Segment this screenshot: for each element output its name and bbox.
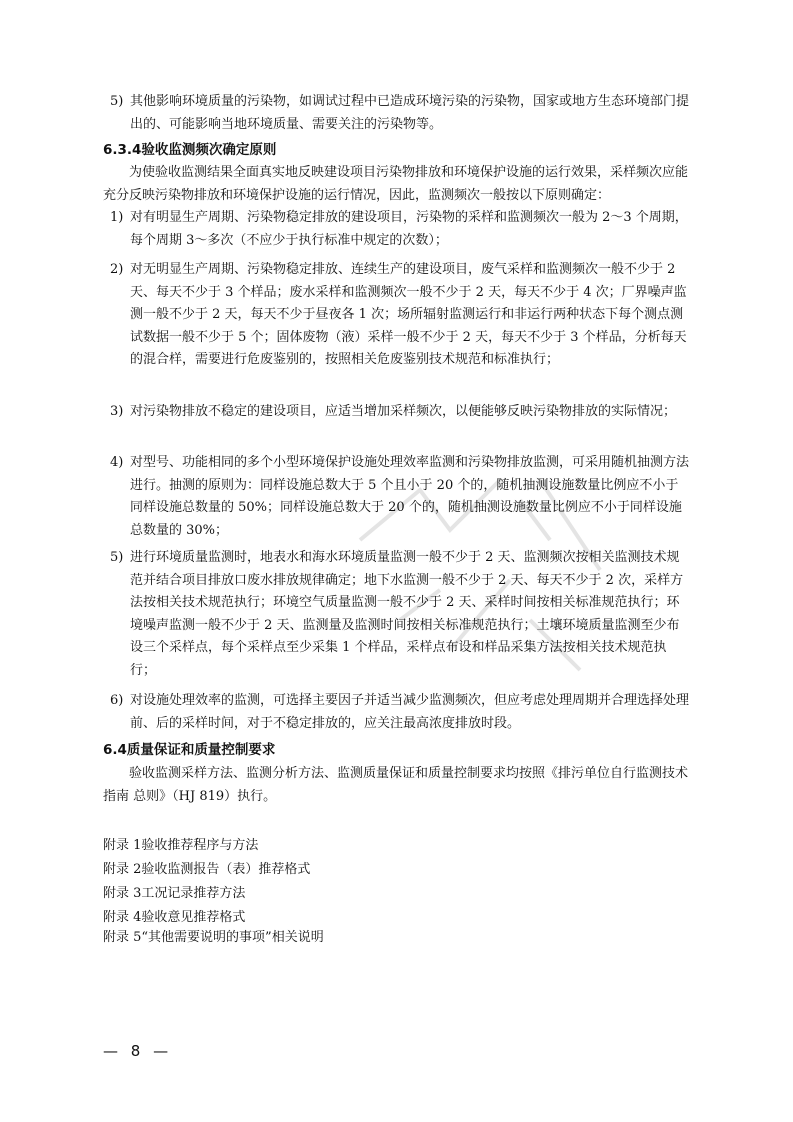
appendix-item: 附录 5“其他需要说明的事项”相关说明 — [103, 930, 324, 945]
item-text: 其他影响环境质量的污染物，如调试过程中已造成环境污染的污染物，国家或地方生态环境部门提出的、可能影响当地环境质量、需要关注的污染物等。 — [130, 94, 690, 132]
section-intro-paragraph: 为使验收监测结果全面真实地反映建设项目污染物排放和环境保护设施的运行效果，采样频次应能充分反映污染物排放和环境保护设施的运行情况，因此，监测频次一般按以下原则确定： — [103, 165, 689, 203]
item-number: 5) — [110, 94, 124, 109]
item-text: 对型号、功能相同的多个小型环境保护设施处理效率监测和污染物排放监测，可采用随机抽测方法进行。抽测的原则为：同样设施总数大于 5 个且小于 20 个的，随机抽测设施数量比例应不小于同样设施总数量的 50%；同样设施总数大于 20 个的，随机抽测设施数量比例应不小于同样设施总数量的 30%； — [130, 455, 690, 538]
item-number: 4) — [110, 455, 124, 470]
list-item — [110, 207, 690, 252]
item-text: 进行环境质量监测时，地表水和海水环境质量监测一般不少于 2 天、监测频次按相关监测技术规范并结合项目排放口废水排放规律确定；地下水监测一般不少于 2 天、每天不少于 2 次，采样方法按相关技术规范执行；环境空气质量监测一般不少于 2 天、采样时间按相关标准规范执行；环境噪声监测一般不少于 2 天、监测量及监测时间按相关标准规范执行；土壤环境质量监测至少布设三个采样点，每个采样点至少采集 1 个样品，采样点布设和样品采集方法按相关技术规范执行； — [130, 550, 684, 678]
list-item — [110, 452, 690, 542]
item-text: 对设施处理效率的监测，可选择主要因子并适当减少监测频次，但应考虑处理周期并合理选择处理前、后的采样时间，对于不稳定排放的，应关注最高浓度排放时段。 — [130, 693, 690, 731]
item-text: 对无明显生产周期、污染物稳定排放、连续生产的建设项目，废气采样和监测频次一般不少于 2 天、每天不少于 3 个样品；废水采样和监测频次一般不少于 2 天，每天不少于 4 次；厂界噪声监测一般不少于 2 天，每天不少于昼夜各 1 次；场所辐射监测运行和非运行两种状态下每个测点测试数据一般不少于 5 个；固体废物（液）采样一般不少于 2 天，每天不少于 3 个样品，分析每天的混合样，需要进行危废鉴别的，按照相关危废鉴别技术规范和标准执行； — [130, 262, 687, 367]
appendix-item: 附录 3工况记录推荐方法 — [103, 886, 246, 901]
list-item — [110, 690, 690, 735]
list-item — [110, 259, 690, 372]
item-number: 2) — [110, 262, 124, 277]
section-heading-6-4: 6.4质量保证和质量控制要求 — [103, 742, 276, 758]
item-text: 对污染物排放不稳定的建设项目，应适当增加采样频次，以便能够反映污染物排放的实际情况； — [130, 404, 677, 419]
item-number: 3) — [110, 404, 124, 419]
item-number: 6) — [110, 693, 124, 708]
list-item — [110, 547, 690, 682]
list-item — [110, 91, 690, 136]
appendix-item: 附录 4验收意见推荐格式 — [103, 910, 246, 925]
section-heading-6-3-4: 6.3.4验收监测频次确定原则 — [103, 142, 277, 158]
appendix-item: 附录 1验收推荐程序与方法 — [103, 838, 259, 853]
item-number: 5) — [110, 550, 124, 565]
page-number: — 8 — — [103, 1042, 173, 1060]
appendix-item: 附录 2验收监测报告（表）推荐格式 — [103, 862, 311, 877]
section-6-4-paragraph: 验收监测采样方法、监测分析方法、监测质量保证和质量控制要求均按照《排污单位自行监测技术指南 总则》（HJ 819）执行。 — [103, 766, 689, 804]
item-text: 对有明显生产周期、污染物稳定排放的建设项目，污染物的采样和监测频次一般为 2～3 个周期，每个周期 3～多次（不应少于执行标准中规定的次数）； — [130, 210, 688, 248]
list-item — [110, 401, 690, 424]
item-number: 1) — [110, 210, 124, 225]
